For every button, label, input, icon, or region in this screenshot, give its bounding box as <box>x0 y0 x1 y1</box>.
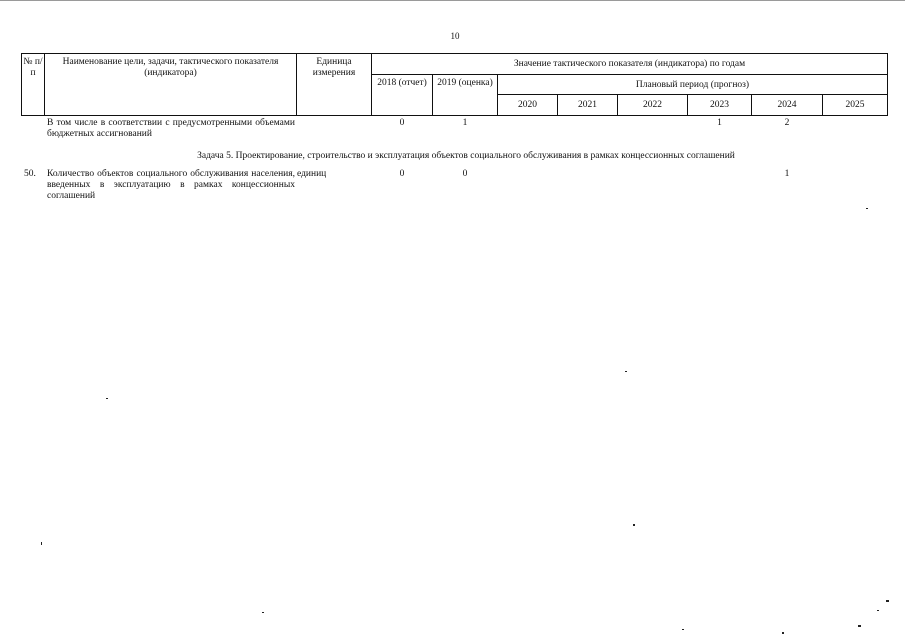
section-heading: Задача 5. Проектирование, строительство и эксплуатация объектов социального обслуживания в рамках концессионных соглашений <box>197 151 735 161</box>
scan-speck <box>262 612 264 613</box>
header-name: Наименование цели, задачи, тактического показателя (индикатора) <box>44 53 297 116</box>
scan-speck <box>877 610 879 611</box>
scan-speck <box>41 542 42 545</box>
row-unit: единиц <box>297 169 327 179</box>
row-name: В том числе в соответствии с предусмотренными объемами бюджетных ассигнований <box>47 118 295 139</box>
header-year: 2021 <box>557 94 618 116</box>
top-border <box>0 0 905 1</box>
header-year: 2023 <box>687 94 752 116</box>
row-value-2019: 0 <box>462 169 468 179</box>
page-number: 10 <box>450 31 460 41</box>
row-number: 50. <box>24 169 36 179</box>
header-year: 2025 <box>822 94 888 116</box>
header-year: 2020 <box>497 94 558 116</box>
row-value-2024: 1 <box>784 169 790 179</box>
header-num: № п/п <box>21 53 45 116</box>
header-plan-group: Плановый период (прогноз) <box>497 74 888 95</box>
scan-speck <box>866 208 868 209</box>
scan-speck <box>633 524 635 526</box>
scan-speck <box>625 371 627 372</box>
row-value-2018: 0 <box>399 169 405 179</box>
row-value-2024: 2 <box>784 118 790 128</box>
scan-speck <box>782 632 784 634</box>
scan-speck <box>858 625 861 627</box>
header-year: 2022 <box>617 94 688 116</box>
scan-speck <box>886 600 889 602</box>
scan-speck <box>106 398 108 399</box>
row-value-2018: 0 <box>399 118 405 128</box>
row-value-2023: 1 <box>717 118 722 128</box>
header-unit: Единица измерения <box>296 53 372 116</box>
header-2018: 2018 (отчет) <box>371 74 433 116</box>
header-year: 2024 <box>751 94 823 116</box>
row-name: Количество объектов социального обслуживания населения, введенных в эксплуатацию в рамках концессионных соглашений <box>47 169 295 201</box>
row-value-2019: 1 <box>462 118 468 128</box>
header-values-group: Значение тактического показателя (индикатора) по годам <box>371 53 888 75</box>
scan-speck <box>682 629 684 630</box>
header-2019: 2019 (оценка) <box>432 74 498 116</box>
